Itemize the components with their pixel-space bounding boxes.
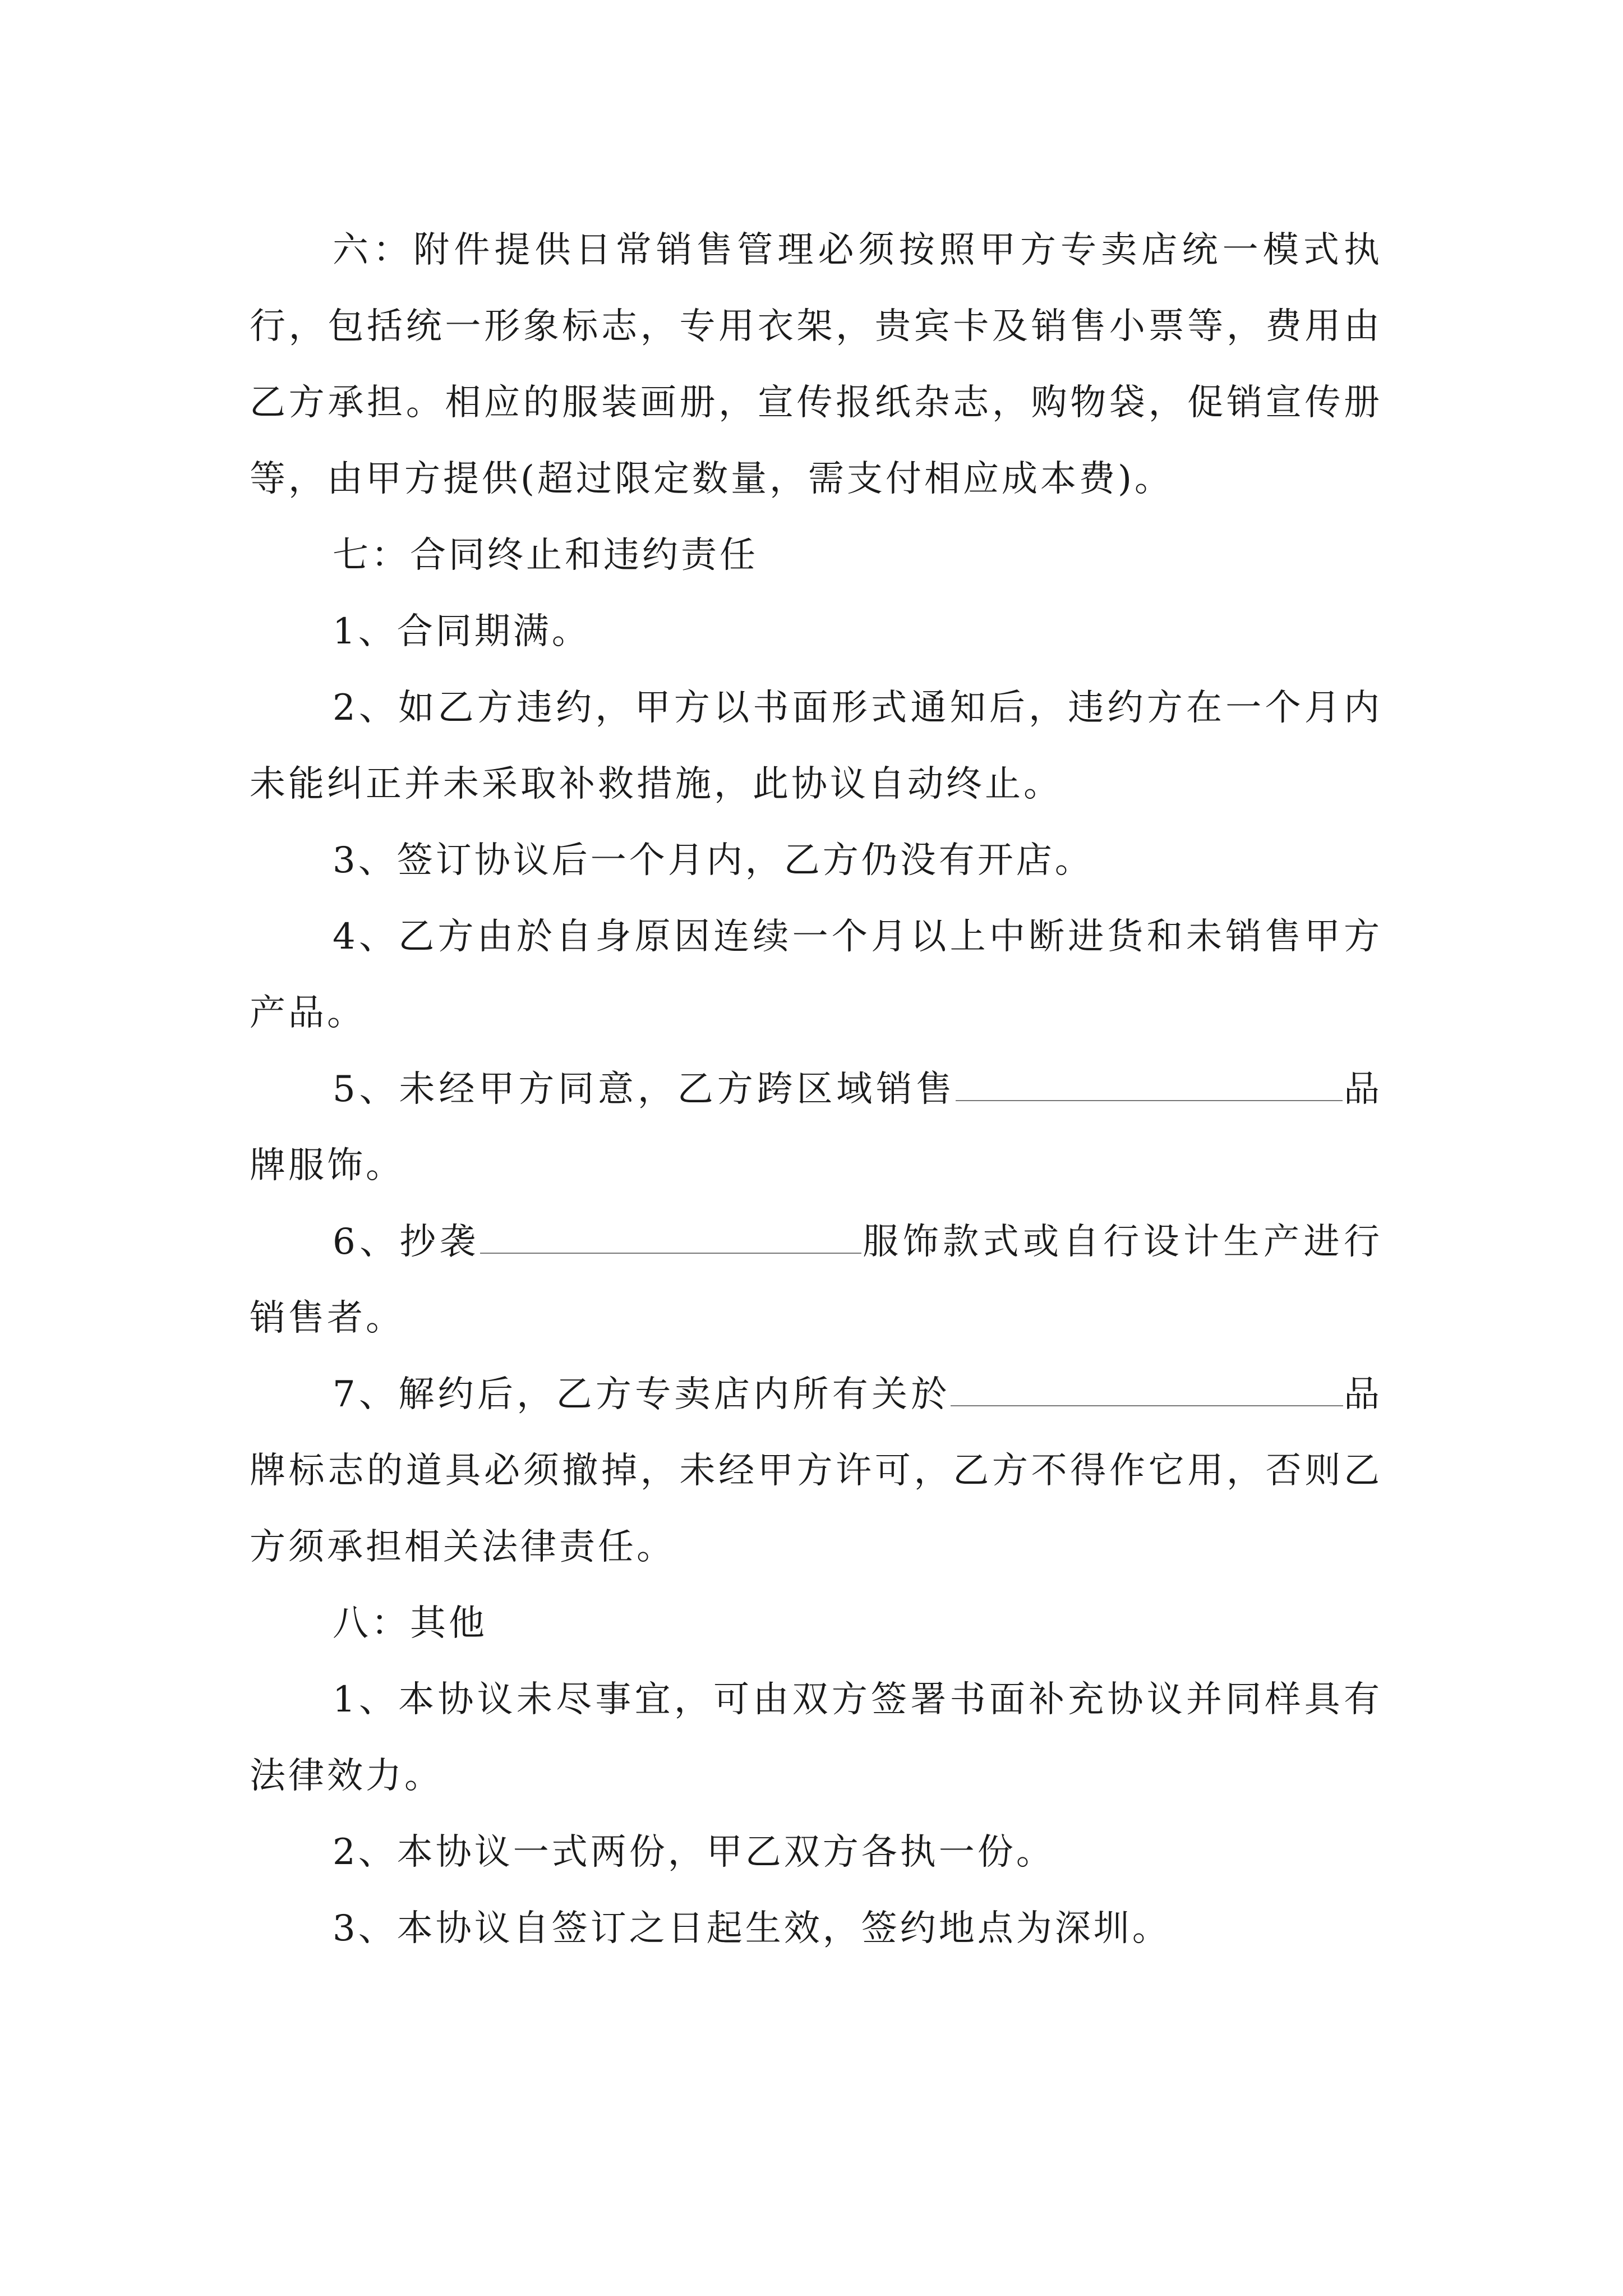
termination-item-5-text-before: 5、未经甲方同意，乙方跨区域销售 bbox=[333, 1069, 956, 1110]
termination-item-6-text-after: 服饰款式或自行设计生产进行销售者。 bbox=[250, 1221, 1383, 1339]
termination-item-4: 4、乙方由於自身原因连续一个月以上中断进货和未销售甲方产品。 bbox=[250, 916, 1382, 1034]
termination-item-6-text-before: 6、抄袭 bbox=[333, 1221, 480, 1263]
termination-item-1: 1、合同期满。 bbox=[333, 611, 591, 652]
termination-item-6 bbox=[250, 1204, 1382, 1356]
other-item-2: 2、本协议一式两份，甲乙双方各执一份。 bbox=[333, 1832, 1055, 1873]
brand-name-blank bbox=[480, 1223, 861, 1254]
clause-6-attachment-supplies: 六：附件提供日常销售管理必须按照甲方专卖店统一模式执行，包括统一形象标志，专用衣架，贵宾卡及销售小票等，费用由乙方承担。相应的服装画册，宣传报纸杂志，购物袋，促销宣传册等，由甲方提供(超过限定数量，需支付相应成本费)。 bbox=[250, 229, 1382, 500]
termination-item-7-text-before: 7、解约后，乙方专卖店内所有关於 bbox=[333, 1374, 951, 1415]
termination-item-3: 3、签订协议后一个月内，乙方仍没有开店。 bbox=[333, 840, 1094, 881]
section-8-heading: 八：其他 bbox=[333, 1603, 487, 1644]
termination-item-2: 2、如乙方违约，甲方以书面形式通知后，违约方在一个月内未能纠正并未采取补救措施，此协议自动终止。 bbox=[250, 687, 1382, 805]
termination-item-7-text-after: 品牌标志的道具必须撤掉，未经甲方许可，乙方不得作它用，否则乙方须承担相关法律责任。 bbox=[250, 1374, 1383, 1568]
brand-name-blank bbox=[956, 1071, 1343, 1101]
termination-item-5 bbox=[250, 1051, 1382, 1204]
termination-item-5-text-after: 品牌服饰。 bbox=[250, 1069, 1383, 1186]
section-7-heading: 七：合同终止和违约责任 bbox=[333, 535, 758, 576]
brand-name-blank bbox=[951, 1376, 1343, 1406]
document-body bbox=[250, 212, 1382, 1967]
termination-item-7 bbox=[250, 1356, 1382, 1585]
other-item-1: 1、本协议未尽事宜，可由双方签署书面补充协议并同样具有法律效力。 bbox=[250, 1679, 1382, 1797]
other-item-3: 3、本协议自签订之日起生效，签约地点为深圳。 bbox=[333, 1908, 1171, 1949]
